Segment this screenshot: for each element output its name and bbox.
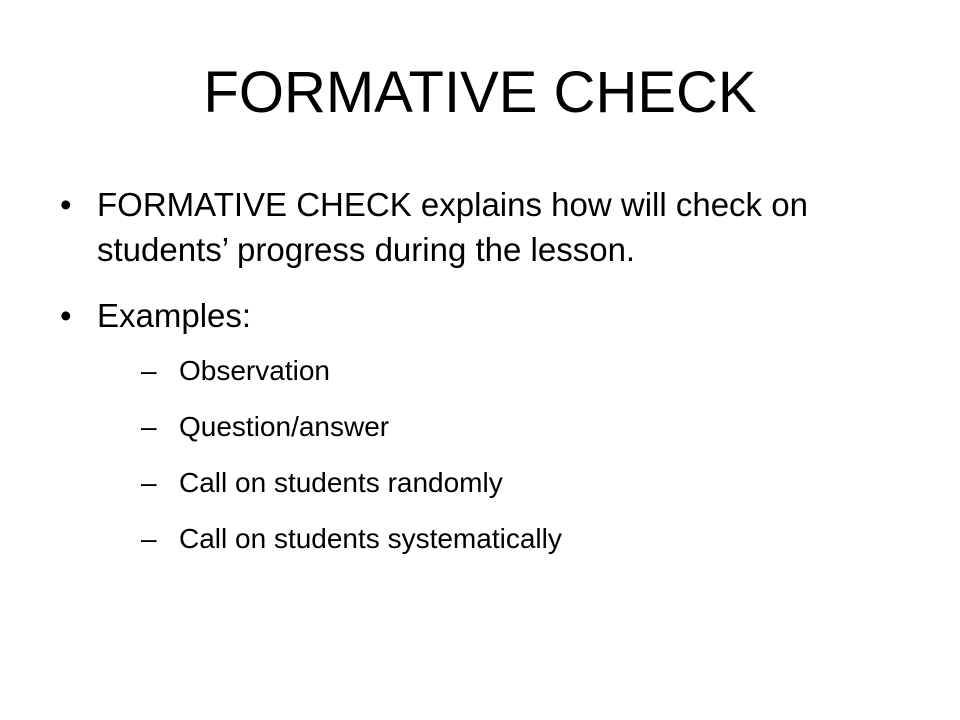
sub-bullet-item [141,522,880,555]
sub-bullet-item [141,410,880,443]
bullet-text: FORMATIVE CHECK explains how will check on students’ progress during the lesson. [97,186,808,268]
dash-icon: – [141,355,157,386]
bullet-item [60,293,880,555]
bullet-dot-icon: • [60,186,72,223]
bullet-text: Examples: [97,297,252,334]
sub-bullet-text: Call on students randomly [179,467,503,498]
sub-bullet-text: Call on students systematically [179,523,562,554]
bullet-list [60,182,880,578]
bullet-dot-icon: • [60,297,72,334]
sub-bullet-list [141,354,880,555]
slide-title: FORMATIVE CHECK [203,60,757,125]
sub-bullet-text: Observation [179,355,330,386]
bullet-item [60,182,880,272]
dash-icon: – [141,411,157,442]
dash-icon: – [141,523,157,554]
dash-icon: – [141,467,157,498]
sub-bullet-item [141,466,880,499]
sub-bullet-item [141,354,880,387]
sub-bullet-text: Question/answer [179,411,390,442]
